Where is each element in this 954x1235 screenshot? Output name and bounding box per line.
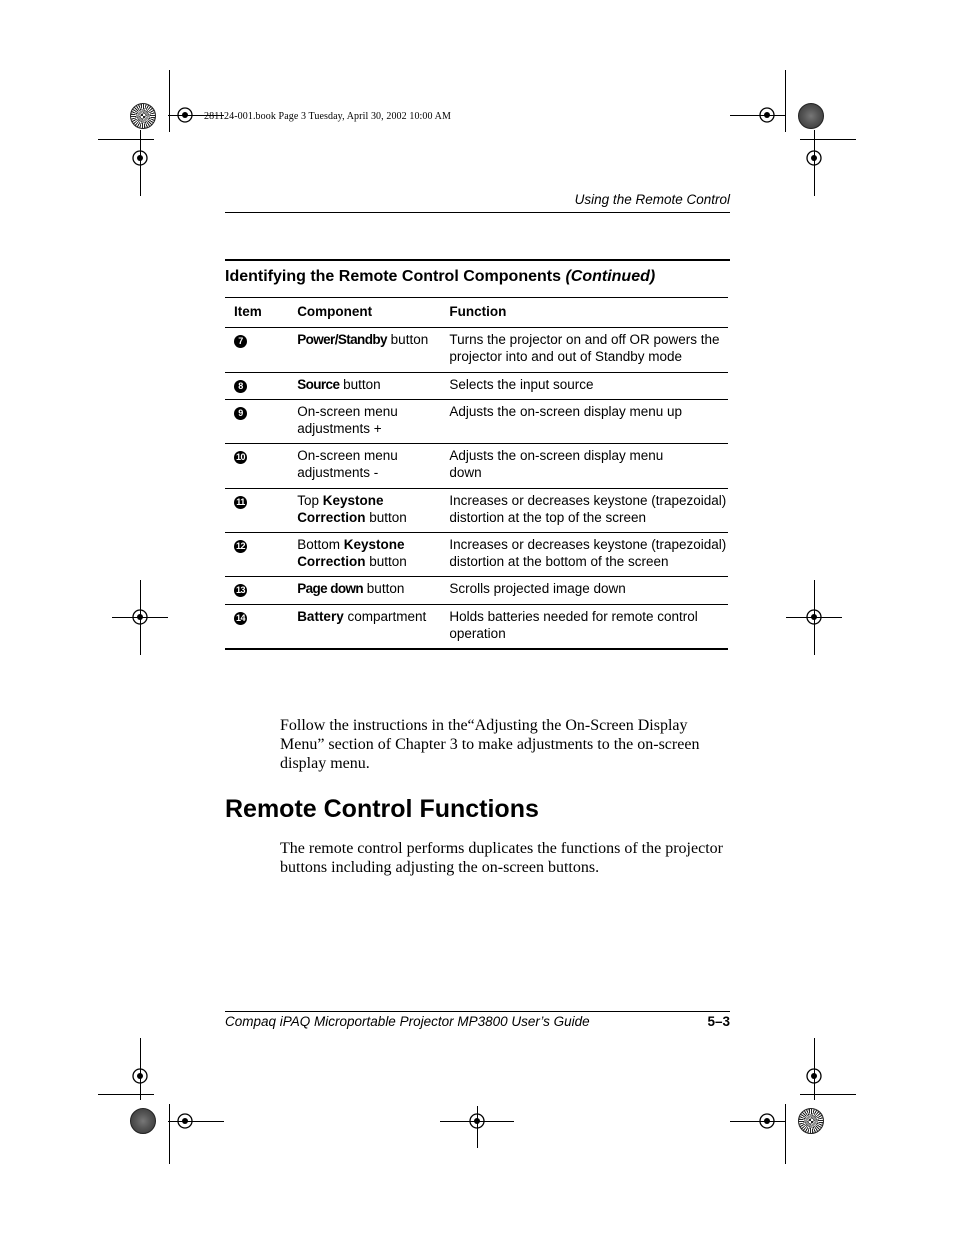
print-slug: 281124-001.book Page 3 Tuesday, April 30, 2002 10:00 AM — [204, 111, 451, 122]
item-number-badge: 8 — [234, 380, 247, 393]
components-table — [225, 297, 728, 650]
component-text: On-screen menu adjustments - — [297, 444, 449, 488]
component-suffix: button — [365, 509, 407, 525]
density-disc-icon — [798, 103, 824, 129]
component-prefix: Top — [297, 492, 323, 508]
component-name: Source — [297, 376, 340, 392]
functions-paragraph: The remote control performs duplicates the functions of the projector buttons including adjusting the on-screen buttons. — [280, 840, 723, 876]
item-number-badge: 11 — [234, 496, 247, 509]
function-text: Increases or decreases keystone (trapezoidal) distortion at the bottom of the screen — [449, 533, 728, 577]
table-title — [225, 268, 655, 286]
function-text: Holds batteries needed for remote control operation — [449, 604, 728, 649]
item-number-badge: 9 — [234, 407, 247, 420]
component-name: Keystone Correction — [297, 537, 405, 570]
table-row — [225, 533, 728, 577]
function-text: Scrolls projected image down — [449, 577, 728, 604]
density-disc-icon — [130, 103, 156, 129]
item-number-badge: 13 — [235, 585, 245, 596]
component-name: Keystone Correction — [297, 492, 384, 525]
component-suffix: button — [339, 376, 381, 392]
density-disc-icon — [130, 1108, 156, 1134]
table-title-suffix: (Continued) — [565, 268, 656, 285]
table-row — [225, 399, 728, 443]
function-text: Adjusts the on-screen display menu down — [449, 444, 728, 488]
component-suffix: compartment — [343, 608, 427, 624]
registration-target-icon — [804, 1066, 824, 1086]
component-suffix: button — [386, 332, 429, 348]
header-item: Item — [225, 298, 297, 328]
table-header-row — [225, 298, 728, 328]
footer-rule — [225, 1011, 730, 1012]
item-number-badge: 12 — [235, 541, 245, 552]
header-component: Component — [297, 298, 449, 328]
component-prefix: Bottom — [297, 537, 344, 553]
component-suffix: button — [365, 554, 407, 570]
item-number-badge: 10 — [235, 452, 245, 463]
table-title-text: Identifying the Remote Control Components — [225, 268, 561, 285]
registration-target-icon — [804, 148, 824, 168]
table-top-rule — [225, 259, 730, 261]
item-number-badge: 14 — [235, 612, 245, 623]
component-name: Power/Standby — [297, 332, 387, 348]
registration-target-icon — [130, 148, 150, 168]
function-text: Turns the projector on and off OR powers the projector into and out of Standby mode — [449, 328, 728, 372]
table-row — [225, 604, 728, 649]
registration-target-icon — [757, 105, 777, 125]
registration-target-icon — [804, 607, 824, 627]
table-row — [225, 488, 728, 532]
registration-target-icon — [130, 1066, 150, 1086]
table-row — [225, 444, 728, 488]
table-row — [225, 328, 728, 372]
page-number: 5–3 — [707, 1014, 730, 1029]
item-number-badge: 7 — [234, 335, 247, 348]
function-text: Selects the input source — [449, 372, 728, 399]
section-heading: Remote Control Functions — [225, 795, 539, 823]
function-text: Increases or decreases keystone (trapezoidal) distortion at the top of the screen — [449, 488, 728, 532]
table-row — [225, 372, 728, 399]
header-function: Function — [449, 298, 728, 328]
registration-target-icon — [175, 105, 195, 125]
component-text: On-screen menu adjustments + — [297, 399, 449, 443]
table-row — [225, 577, 728, 604]
component-name: Battery — [297, 608, 344, 624]
component-name: Page down — [297, 581, 364, 597]
function-text: Adjusts the on-screen display menu up — [449, 399, 728, 443]
header-rule — [225, 212, 730, 213]
registration-target-icon — [467, 1111, 487, 1131]
running-head: Using the Remote Control — [574, 192, 730, 207]
component-suffix: button — [363, 581, 405, 597]
instructions-paragraph: Follow the instructions in the“Adjusting the On-Screen Display Menu” section of Chapter 3 to make adjustments to the on-screen display menu. — [280, 717, 700, 772]
registration-target-icon — [130, 607, 150, 627]
registration-target-icon — [757, 1111, 777, 1131]
registration-target-icon — [175, 1111, 195, 1131]
density-disc-icon — [798, 1108, 824, 1134]
footer-title: Compaq iPAQ Microportable Projector MP3800 User’s Guide — [225, 1014, 590, 1029]
